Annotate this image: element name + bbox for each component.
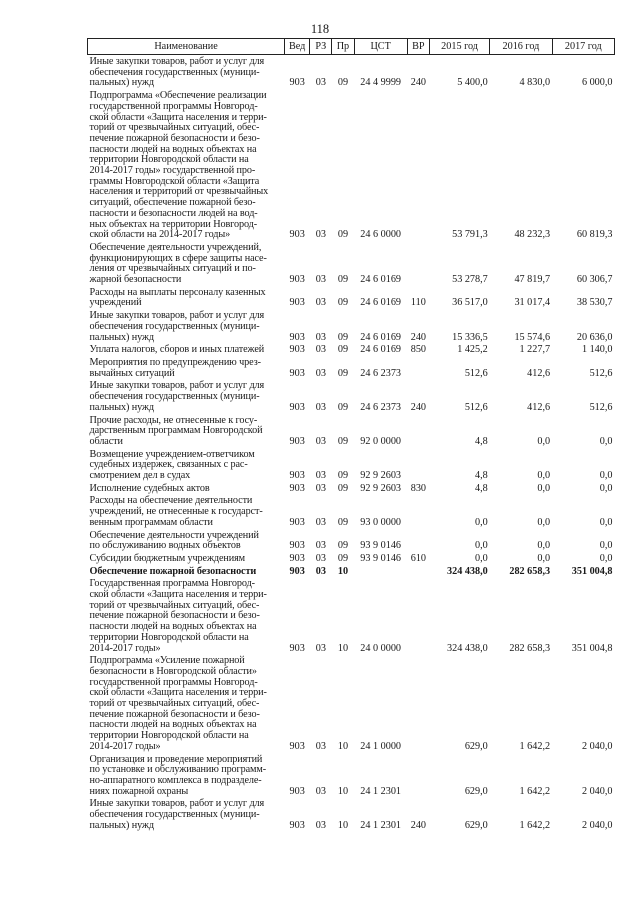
row-vr: 830 [410, 482, 426, 494]
row-rz: 03 [315, 367, 326, 379]
row-value-2017: 0,0 [599, 540, 613, 552]
header-2017: 2017 год [552, 39, 614, 55]
table-row [88, 565, 615, 578]
row-rz: 03 [315, 77, 326, 89]
row-cst: 24 6 2373 [360, 401, 402, 413]
row-rz: 03 [315, 740, 326, 752]
row-pr: 09 [337, 367, 349, 379]
row-value-2015: 4,8 [475, 435, 488, 447]
row-value-2016: 0,0 [537, 540, 551, 552]
row-ved: 903 [289, 229, 305, 241]
row-cst: 24 1 2301 [360, 785, 402, 797]
row-value-2017: 512,6 [589, 401, 613, 413]
row-value-2015: 53 791,3 [452, 229, 488, 241]
table-row [88, 89, 615, 241]
row-value-2015: 324 438,0 [447, 565, 488, 577]
row-ved: 903 [289, 740, 305, 752]
row-value-2016: 1 227,7 [519, 344, 551, 356]
table-row [88, 414, 615, 448]
header-name: Наименование [88, 39, 285, 55]
row-value-2015: 36 517,0 [452, 297, 488, 309]
row-name: Исполнение судебных актов [89, 482, 210, 494]
header-2015: 2015 год [429, 39, 489, 55]
row-name: Прочие расходы, не отнесенные к госу- дарственным программам Новгородской области [89, 414, 263, 447]
row-value-2015: 629,0 [464, 819, 488, 831]
row-value-2016: 31 017,4 [514, 297, 551, 309]
row-ved: 903 [289, 77, 305, 89]
row-value-2016: 412,6 [527, 401, 551, 413]
row-value-2016: 48 232,3 [514, 229, 551, 241]
row-value-2017: 6 000,0 [581, 77, 613, 89]
row-rz: 03 [315, 401, 326, 413]
row-vr: 240 [410, 819, 426, 831]
row-rz: 03 [315, 540, 326, 552]
row-pr: 09 [337, 401, 349, 413]
row-cst: 24 6 0169 [360, 331, 402, 343]
row-value-2017: 0,0 [599, 470, 613, 482]
row-vr [407, 753, 429, 798]
row-ved: 903 [289, 401, 305, 413]
table-row [88, 753, 615, 798]
table-row [88, 448, 615, 482]
row-cst: 24 1 2301 [360, 819, 402, 831]
row-rz: 03 [315, 642, 326, 654]
row-cst: 93 9 0146 [360, 540, 402, 552]
table-body [88, 55, 615, 832]
row-value-2015: 629,0 [464, 740, 488, 752]
table-row [88, 482, 615, 495]
row-name: Подпрограмма «Усиление пожарной безопасности в Новгородской области» государственной программы Новгород- ской области «Защита населения и терри- торий от чрезвычайных ситуаций, обес- печение пожарной безопасности и безо- пасности людей на водных объектах на территории Новгородской области на 2014-2017 годы» [89, 655, 267, 752]
row-name: Расходы на выплаты персоналу казенных учреждений [89, 286, 266, 309]
row-value-2016: 1 642,2 [519, 740, 551, 752]
row-pr: 09 [337, 229, 349, 241]
table-row [88, 577, 615, 654]
row-rz: 03 [315, 297, 326, 309]
header-rz: РЗ [310, 39, 332, 55]
row-pr: 09 [337, 516, 349, 528]
table-row [88, 343, 615, 356]
table-row [88, 654, 615, 752]
row-ved: 903 [289, 344, 305, 356]
row-value-2015: 0,0 [475, 540, 488, 552]
row-value-2017: 2 040,0 [581, 785, 613, 797]
row-value-2016: 0,0 [537, 470, 551, 482]
row-cst: 24 4 9999 [360, 77, 402, 89]
table-row [88, 356, 615, 379]
row-vr: 850 [410, 344, 426, 356]
table-row [88, 494, 615, 528]
row-ved: 903 [289, 435, 305, 447]
row-value-2016: 0,0 [537, 552, 551, 564]
row-pr: 10 [337, 740, 349, 752]
row-ved: 903 [289, 565, 305, 577]
row-ved: 903 [289, 470, 305, 482]
row-value-2015: 53 278,7 [452, 274, 488, 286]
row-ved: 903 [289, 552, 305, 564]
row-value-2015: 0,0 [475, 516, 488, 528]
row-value-2017: 1 140,0 [581, 344, 613, 356]
row-value-2015: 15 336,5 [452, 331, 488, 343]
header-ved: Вед [285, 39, 310, 55]
row-name: Мероприятия по предупреждению чрез- вычайных ситуаций [89, 356, 261, 379]
row-value-2015: 4,8 [475, 482, 488, 494]
row-value-2017: 60 306,7 [576, 274, 613, 286]
row-value-2017: 20 636,0 [576, 331, 613, 343]
row-ved: 903 [289, 819, 305, 831]
row-rz: 03 [315, 785, 326, 797]
row-rz: 03 [315, 482, 326, 494]
row-cst: 93 0 0000 [360, 516, 402, 528]
row-value-2016: 282 658,3 [509, 642, 551, 654]
row-vr: 240 [410, 401, 426, 413]
row-pr: 10 [337, 565, 349, 577]
row-vr: 610 [410, 552, 426, 564]
row-value-2017: 60 819,3 [576, 229, 613, 241]
row-vr [407, 448, 429, 482]
row-value-2017: 351 004,8 [571, 565, 613, 577]
row-cst: 92 9 2603 [360, 482, 402, 494]
row-name: Возмещение учреждением-ответчиком судебных издержек, связанных с рас- смотрением дел в судах [89, 448, 255, 482]
row-pr: 09 [337, 297, 349, 309]
row-name: Иные закупки товаров, работ и услуг для обеспечения государственных (муници- пальных) нужд [89, 798, 265, 831]
row-rz: 03 [315, 516, 326, 528]
row-ved: 903 [289, 297, 305, 309]
row-cst: 24 6 0169 [360, 274, 402, 286]
row-name: Иные закупки товаров, работ и услуг для обеспечения государственных (муници- пальных) нужд [89, 310, 265, 343]
row-ved: 903 [289, 785, 305, 797]
row-pr: 09 [337, 482, 349, 494]
table-row [88, 286, 615, 309]
row-value-2016: 15 574,6 [514, 331, 551, 343]
row-rz: 03 [315, 331, 326, 343]
row-rz: 03 [315, 819, 326, 831]
row-pr: 09 [337, 470, 349, 482]
row-cst: 24 1 0000 [360, 740, 402, 752]
row-name: Субсидии бюджетным учреждениям [89, 552, 246, 564]
row-value-2015: 512,6 [464, 401, 488, 413]
row-value-2016: 47 819,7 [514, 274, 551, 286]
row-ved: 903 [289, 274, 305, 286]
row-pr: 10 [337, 819, 349, 831]
row-pr: 09 [337, 331, 349, 343]
row-value-2016: 0,0 [537, 482, 551, 494]
row-vr [407, 89, 429, 241]
row-rz: 03 [315, 565, 326, 577]
row-value-2016: 282 658,3 [509, 565, 551, 577]
row-value-2017: 0,0 [599, 552, 613, 564]
row-name: Обеспечение пожарной безопасности [89, 565, 257, 577]
row-vr: 110 [410, 297, 426, 309]
table-header-row [88, 39, 615, 55]
row-value-2016: 1 642,2 [519, 819, 551, 831]
row-cst: 24 0 0000 [360, 642, 402, 654]
row-value-2016: 4 830,0 [519, 77, 551, 89]
row-ved: 903 [289, 540, 305, 552]
row-value-2017: 351 004,8 [571, 642, 613, 654]
row-value-2015: 5 400,0 [457, 77, 488, 89]
row-rz: 03 [315, 229, 326, 241]
row-ved: 903 [289, 642, 305, 654]
row-name: Организация и проведение мероприятий по установке и обслуживанию программ- но-аппаратного комплекса в подразделе- ниях пожарной охраны [89, 753, 267, 797]
row-ved: 903 [289, 367, 305, 379]
table-row [88, 379, 615, 413]
row-rz: 03 [315, 274, 326, 286]
row-vr [407, 356, 429, 379]
row-pr: 09 [337, 540, 349, 552]
row-cst [354, 565, 407, 578]
row-vr [407, 565, 429, 578]
row-value-2017: 2 040,0 [581, 819, 613, 831]
row-rz: 03 [315, 435, 326, 447]
row-rz: 03 [315, 470, 326, 482]
row-pr: 09 [337, 344, 349, 356]
table-row [88, 552, 615, 565]
row-value-2017: 512,6 [589, 367, 613, 379]
row-value-2016: 0,0 [537, 516, 551, 528]
row-pr: 10 [337, 642, 349, 654]
budget-table [87, 38, 615, 832]
row-vr: 240 [410, 331, 426, 343]
row-value-2017: 0,0 [599, 482, 613, 494]
header-cst: ЦСТ [354, 39, 407, 55]
table-row [88, 529, 615, 552]
row-vr [407, 241, 429, 286]
row-pr: 09 [337, 274, 349, 286]
row-vr [407, 529, 429, 552]
row-ved: 903 [289, 516, 305, 528]
row-vr: 240 [410, 77, 426, 89]
row-value-2017: 0,0 [599, 435, 613, 447]
row-cst: 24 6 0169 [360, 297, 402, 309]
table-row [88, 309, 615, 343]
table-row [88, 797, 615, 831]
header-pr: Пр [332, 39, 354, 55]
row-cst: 24 6 2373 [360, 367, 402, 379]
row-pr: 09 [337, 552, 349, 564]
row-name: Расходы на обеспечение деятельности учреждений, не отнесенные к государст- венным программам области [89, 495, 263, 528]
row-value-2016: 412,6 [527, 367, 551, 379]
row-value-2015: 4,8 [475, 470, 488, 482]
row-value-2016: 1 642,2 [519, 785, 551, 797]
row-name: Государственная программа Новгород- ской области «Защита населения и терри- торий от чрезвычайных ситуаций, обес- печение пожарной безопасности и безо- пасности людей на водных объектах на территории Новгородской области на 2014-2017 годы» [89, 578, 267, 654]
row-ved: 903 [289, 482, 305, 494]
row-vr [407, 494, 429, 528]
row-cst: 92 0 0000 [360, 435, 402, 447]
row-value-2015: 0,0 [475, 552, 488, 564]
row-value-2017: 38 530,7 [576, 297, 613, 309]
row-value-2015: 629,0 [464, 785, 488, 797]
row-value-2017: 0,0 [599, 516, 613, 528]
header-2016: 2016 год [490, 39, 552, 55]
table-row [88, 241, 615, 286]
row-name: Подпрограмма «Обеспечение реализации государственной программы Новгород- ской области «Защита населения и терри- торий от чрезвычайных ситуаций, обес- печение пожарной безопасности и безо- пасности людей на водных объектах на территории Новгородской области на 2014-2017 годы» государственной про- граммы Новгородской области «Защита населения и территорий от чрезвычайных ситуаций, обеспечение пожарной безо- пасности и безопасности людей на вод- ных объектах на территории Новгород- ской области на 2014-2017 годы» [89, 90, 269, 241]
row-vr [407, 414, 429, 448]
row-cst: 93 9 0146 [360, 552, 402, 564]
row-value-2017: 2 040,0 [581, 740, 613, 752]
header-vr: ВР [407, 39, 429, 55]
row-cst: 24 6 0169 [360, 344, 402, 356]
row-value-2015: 324 438,0 [447, 642, 488, 654]
row-vr [407, 654, 429, 752]
row-value-2015: 512,6 [464, 367, 488, 379]
row-pr: 10 [337, 785, 349, 797]
row-value-2015: 1 425,2 [457, 344, 488, 356]
row-name: Иные закупки товаров, работ и услуг для обеспечения государственных (муници- пальных) нужд [89, 56, 265, 89]
row-cst: 24 6 0000 [360, 229, 402, 241]
row-cst: 92 9 2603 [360, 470, 402, 482]
row-name: Обеспечение деятельности учреждений по обслуживанию водных объектов [89, 529, 259, 552]
row-name: Уплата налогов, сборов и иных платежей [89, 344, 265, 356]
page-number: 118 [310, 22, 330, 36]
row-rz: 03 [315, 552, 326, 564]
row-ved: 903 [289, 331, 305, 343]
row-rz: 03 [315, 344, 326, 356]
row-value-2016: 0,0 [537, 435, 551, 447]
row-name: Обеспечение деятельности учреждений, функционирующих в сфере защиты насе- ления от чрезвычайных ситуаций и по- жарной безопасности [89, 241, 267, 286]
row-pr: 09 [337, 77, 349, 89]
table-row [88, 55, 615, 90]
row-name: Иные закупки товаров, работ и услуг для обеспечения государственных (муници- пальных) нужд [89, 380, 265, 413]
row-vr [407, 577, 429, 654]
row-pr: 09 [337, 435, 349, 447]
